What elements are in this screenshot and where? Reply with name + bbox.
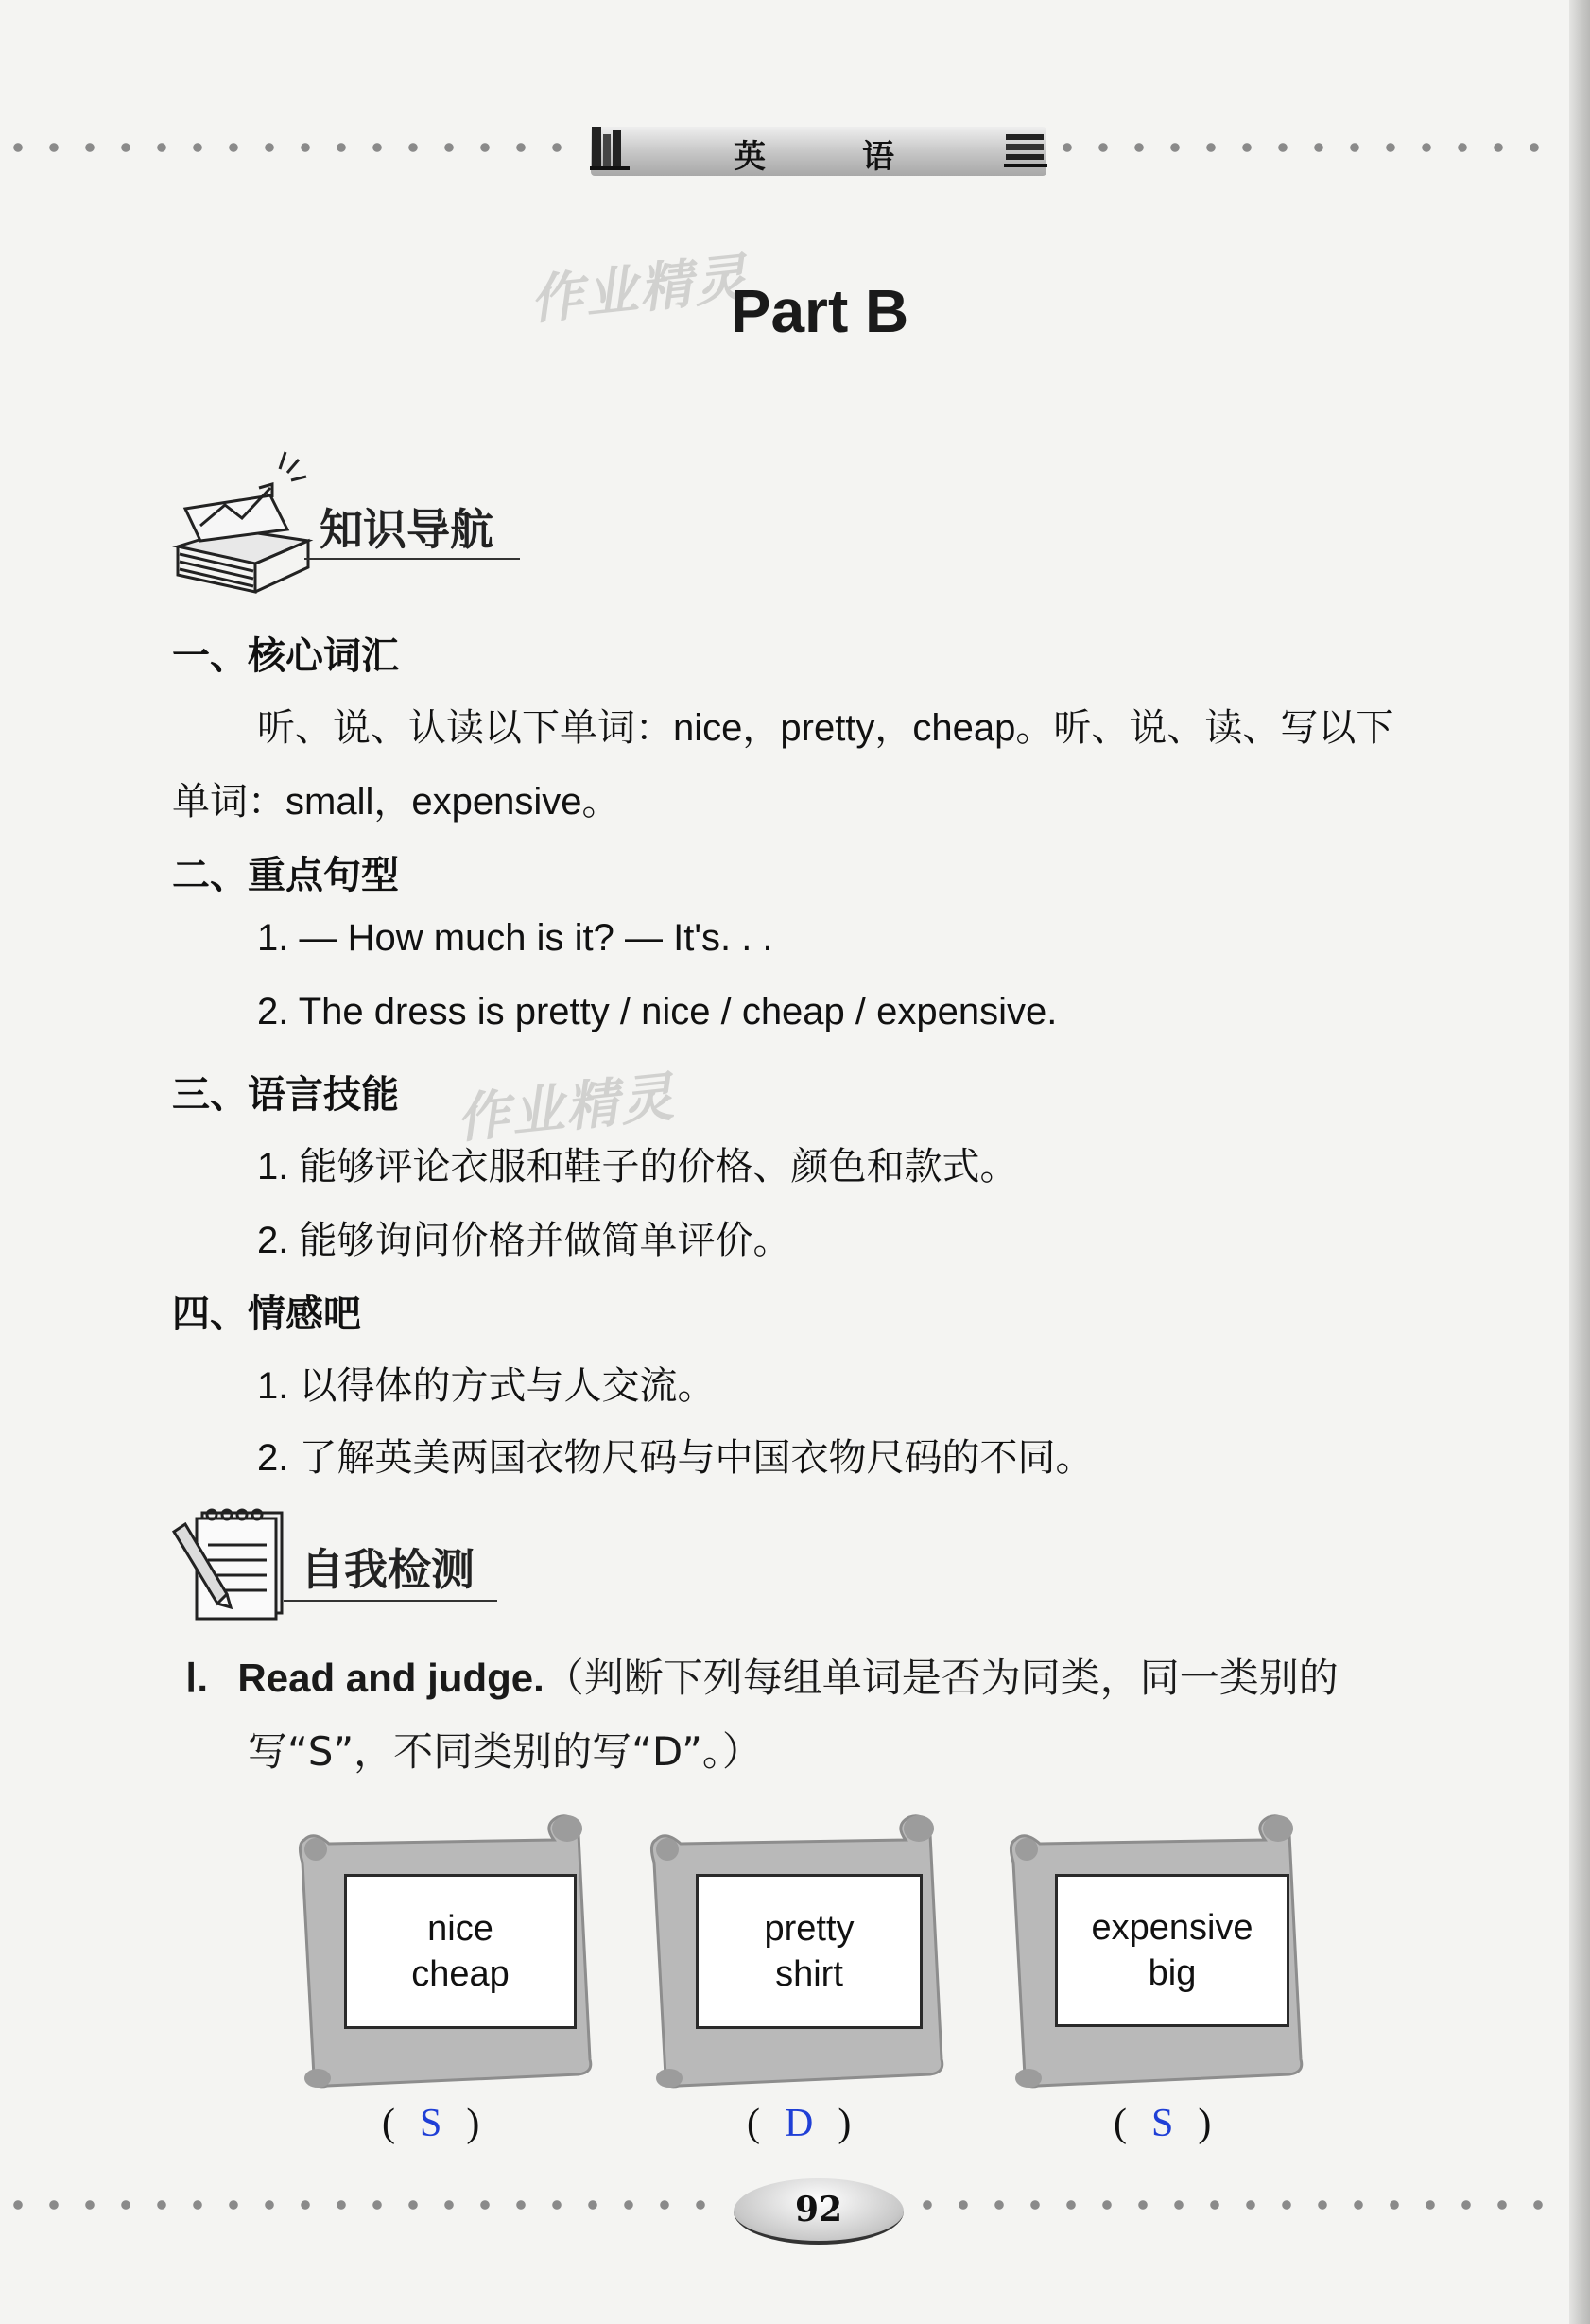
word-card-2-box <box>696 1874 923 2029</box>
notepad-pencil-icon <box>168 1501 291 1624</box>
subject-header-band <box>591 127 1046 176</box>
watermark-middle: 作业精灵 <box>453 1067 679 1151</box>
top-dotted-rule-right <box>1049 142 1564 153</box>
word-card-1-word-1: nice <box>427 1909 493 1949</box>
emotion-item-2: 2. 了解英美两国衣物尺码与中国衣物尺码的不同。 <box>257 1437 1094 1479</box>
core-vocab-line-1: 听、说、认读以下单词：nice，pretty，cheap。听、说、读、写以下 <box>257 707 1394 749</box>
subject-title-char-1: 英 <box>734 138 766 176</box>
knowledge-nav-underline <box>304 558 520 560</box>
top-dotted-rule-left <box>0 142 588 153</box>
word-card-3 <box>1006 1806 1306 2090</box>
question-title-cn-2: 写“S”，不同类别的写“D”。） <box>248 1728 762 1775</box>
key-sentence-2: 2. The dress is pretty / nice / cheap / expensive. <box>257 991 1058 1032</box>
word-card-3-word-2: big <box>1148 1953 1197 1993</box>
bottom-dotted-rule-left <box>0 2199 728 2211</box>
core-vocab-line-2: 单词：small，expensive。 <box>172 781 620 823</box>
part-title: Part B <box>730 277 909 345</box>
word-card-2-word-1: pretty <box>764 1909 855 1949</box>
answer-1-value[interactable]: S <box>420 2102 442 2145</box>
heading-language-skills: 三、语言技能 <box>172 1073 399 1117</box>
books-right-icon <box>1004 121 1047 170</box>
answer-1-paren-close: ) <box>466 2102 480 2145</box>
answer-3[interactable] <box>1114 2101 1211 2146</box>
answer-3-paren-close: ) <box>1198 2102 1212 2145</box>
question-title-en: Read and judge. <box>237 1656 544 1700</box>
watermark-top: 作业精灵 <box>527 248 752 332</box>
key-sentence-1: 1. — How much is it? — It's. . . <box>257 917 773 959</box>
knowledge-nav-label: 知识导航 <box>320 504 493 555</box>
answer-2-value[interactable]: D <box>785 2102 814 2145</box>
word-card-2 <box>647 1806 947 2090</box>
language-skill-1: 1. 能够评论衣服和鞋子的价格、颜色和款式。 <box>257 1146 1018 1188</box>
answer-2-paren-open: ( <box>747 2102 760 2145</box>
page-edge-shadow <box>1569 0 1590 2324</box>
word-card-1-word-2: cheap <box>411 1954 510 1994</box>
bottom-dotted-rule-right <box>909 2199 1566 2211</box>
question-number: Ⅰ. <box>185 1656 209 1700</box>
word-card-2-word-2: shirt <box>775 1954 843 1994</box>
page-number <box>734 2178 904 2245</box>
language-skill-2: 2. 能够询问价格并做简单评价。 <box>257 1220 791 1261</box>
page-number-text: 92 <box>794 2190 843 2229</box>
answer-2[interactable] <box>747 2101 851 2146</box>
word-card-1-box <box>344 1874 577 2029</box>
answer-1-paren-open: ( <box>382 2102 395 2145</box>
emotion-item-1: 1. 以得体的方式与人交流。 <box>257 1365 716 1407</box>
answer-2-paren-close: ) <box>838 2102 852 2145</box>
question-title-cn-1: （判断下列每组单词是否为同类，同一类别的 <box>544 1655 1339 1701</box>
word-card-3-word-1: expensive <box>1091 1908 1253 1948</box>
self-check-underline <box>284 1600 497 1602</box>
books-left-icon <box>590 121 630 170</box>
heading-emotion: 四、情感吧 <box>172 1292 361 1336</box>
question-title-line-1 <box>185 1647 1339 1704</box>
answer-3-paren-open: ( <box>1114 2102 1127 2145</box>
self-check-label: 自我检测 <box>301 1544 475 1595</box>
heading-key-sentences: 二、重点句型 <box>172 854 399 897</box>
subject-title-char-2: 语 <box>862 138 894 176</box>
answer-1[interactable] <box>382 2101 479 2146</box>
word-card-1 <box>295 1806 596 2090</box>
heading-core-vocab: 一、核心词汇 <box>172 634 399 678</box>
word-card-3-box <box>1055 1874 1289 2027</box>
knowledge-nav-icon <box>166 442 318 594</box>
answer-3-value[interactable]: S <box>1151 2102 1174 2145</box>
